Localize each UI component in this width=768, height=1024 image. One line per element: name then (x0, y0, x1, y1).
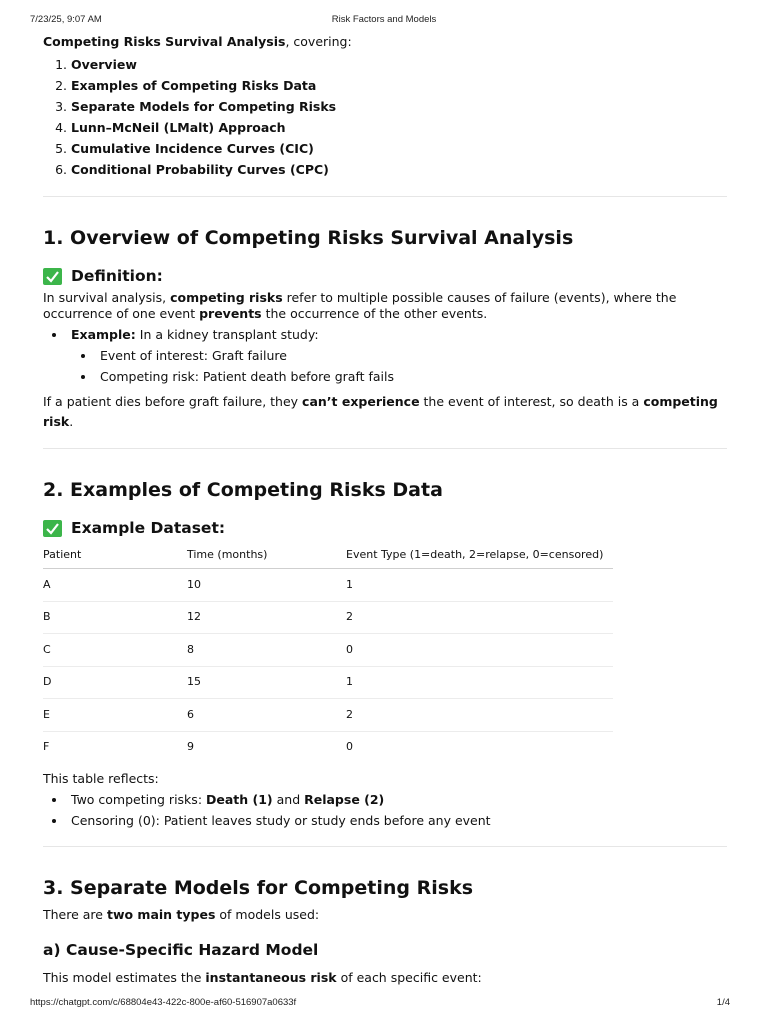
dataset-table (43, 542, 613, 763)
def-text-2: refer to multiple possible causes of failure (events), where the (282, 290, 677, 305)
section-2-heading: 2. Examples of Competing Risks Data (43, 479, 443, 501)
reflects-item-competing-risks (71, 789, 727, 810)
sub-item-competing-risk: Competing risk: Patient death before graft fails (100, 366, 727, 387)
print-header (30, 14, 738, 26)
definition-heading-text: Definition: (71, 267, 163, 285)
cell-patient: A (43, 569, 187, 602)
cell-patient: B (43, 601, 187, 634)
divider (43, 448, 727, 449)
column-header-event-type: Event Type (1=death, 2=relapse, 0=censored) (346, 542, 613, 569)
section-1-heading: 1. Overview of Competing Risks Survival Analysis (43, 227, 574, 249)
conclusion-paragraph (43, 392, 727, 432)
concl-text-2: the event of interest, so death is a (419, 394, 644, 409)
example-item (71, 324, 727, 345)
reflects-text-1: Two competing risks: (71, 792, 206, 807)
concl-text-1: If a patient dies before graft failure, they (43, 394, 303, 409)
cell-patient: E (43, 699, 187, 732)
types-bold: two main types (106, 907, 216, 922)
cell-time: 12 (187, 601, 346, 634)
cell-patient: F (43, 740, 50, 754)
intro-bold: Competing Risks Survival Analysis (43, 34, 286, 49)
section-3-heading: 3. Separate Models for Competing Risks (43, 877, 474, 899)
print-url: https://chatgpt.com/c/68804e43-422c-800e-af60-516907a0633f (30, 997, 297, 1008)
def-bold-prevents: prevents (199, 306, 262, 321)
def-text-3: occurrence of one event (43, 306, 200, 321)
toc-item-separate-models: 3. Separate Models for Competing Risks (71, 96, 727, 117)
cs-text-1: This model estimates the (43, 970, 206, 985)
table-row (43, 569, 613, 602)
concl-bold-competing-risk: competing risk (43, 394, 718, 429)
dataset-heading-text: Example Dataset: (71, 519, 226, 537)
print-title: Risk Factors and Models (331, 14, 437, 25)
cell-event: 1 (346, 666, 613, 699)
reflects-bold-relapse: Relapse (2) (304, 792, 385, 807)
concl-text-3: . (69, 414, 74, 429)
def-text-1: In survival analysis, (43, 290, 171, 305)
cause-specific-paragraph (43, 968, 727, 988)
cell-time: 9 (187, 740, 194, 754)
cause-specific-heading: a) Cause-Specific Hazard Model (43, 941, 319, 959)
cell-time: 6 (187, 699, 346, 732)
dataset-heading (43, 517, 727, 539)
print-date: 7/23/25, 9:07 AM (30, 14, 102, 25)
cell-event: 2 (346, 699, 613, 732)
check-mark-icon (43, 520, 62, 537)
document-content (43, 30, 727, 988)
table-header-row (43, 542, 613, 569)
model-types-paragraph (43, 905, 727, 925)
cell-event: 0 (346, 740, 353, 754)
cell-patient: D (43, 666, 187, 699)
column-header-time: Time (months) (187, 542, 346, 569)
cell-event: 2 (346, 601, 613, 634)
toc-item-lunn-mcneil: 4. Lunn–McNeil (LMalt) Approach (71, 117, 727, 138)
toc-item-cpc: 6. Conditional Probability Curves (CPC) (71, 159, 727, 180)
reflects-bold-death: Death (1) (206, 792, 273, 807)
divider (43, 196, 727, 197)
toc-item-cic: 5. Cumulative Incidence Curves (CIC) (71, 138, 727, 159)
definition-paragraph (43, 290, 727, 322)
cs-text-2: of each specific event: (336, 970, 482, 985)
types-text-1: There are (43, 907, 107, 922)
cell-patient: C (43, 634, 187, 667)
table-of-contents (43, 54, 727, 180)
reflects-item-censoring: Censoring (0): Patient leaves study or study ends before any event (71, 810, 727, 831)
table-row (43, 601, 613, 634)
column-header-patient: Patient (43, 542, 187, 569)
print-footer (30, 997, 738, 1009)
cell-time: 15 (187, 666, 346, 699)
table-reflects-text: This table reflects: (43, 771, 159, 786)
reflects-list (43, 789, 727, 831)
divider (43, 846, 727, 847)
intro-rest: , covering: (285, 34, 352, 49)
example-sub-list (43, 345, 727, 387)
page-number: 1/4 (716, 997, 730, 1008)
toc-item-examples: 2. Examples of Competing Risks Data (71, 75, 727, 96)
concl-bold-cant-experience: can’t experience (302, 394, 420, 409)
def-text-4: the occurrence of the other events. (261, 306, 488, 321)
toc-item-overview: 1. Overview (71, 54, 727, 75)
reflects-text-2: and (272, 792, 305, 807)
types-text-2: of models used: (215, 907, 320, 922)
cell-time: 10 (187, 569, 346, 602)
check-mark-icon (43, 268, 62, 285)
example-label: Example: (71, 327, 136, 342)
def-bold-competing-risks: competing risks (170, 290, 283, 305)
cell-event: 0 (346, 634, 613, 667)
example-list (43, 324, 727, 345)
definition-heading (43, 265, 727, 287)
sub-item-event-of-interest: Event of interest: Graft failure (100, 345, 727, 366)
table-row (43, 666, 613, 699)
cell-event: 1 (346, 569, 613, 602)
cs-bold-instantaneous-risk: instantaneous risk (205, 970, 337, 985)
example-text: In a kidney transplant study: (135, 327, 319, 342)
table-row (43, 731, 613, 763)
table-row (43, 699, 613, 732)
table-row (43, 634, 613, 667)
intro-line (43, 32, 727, 52)
cell-time: 8 (187, 634, 346, 667)
